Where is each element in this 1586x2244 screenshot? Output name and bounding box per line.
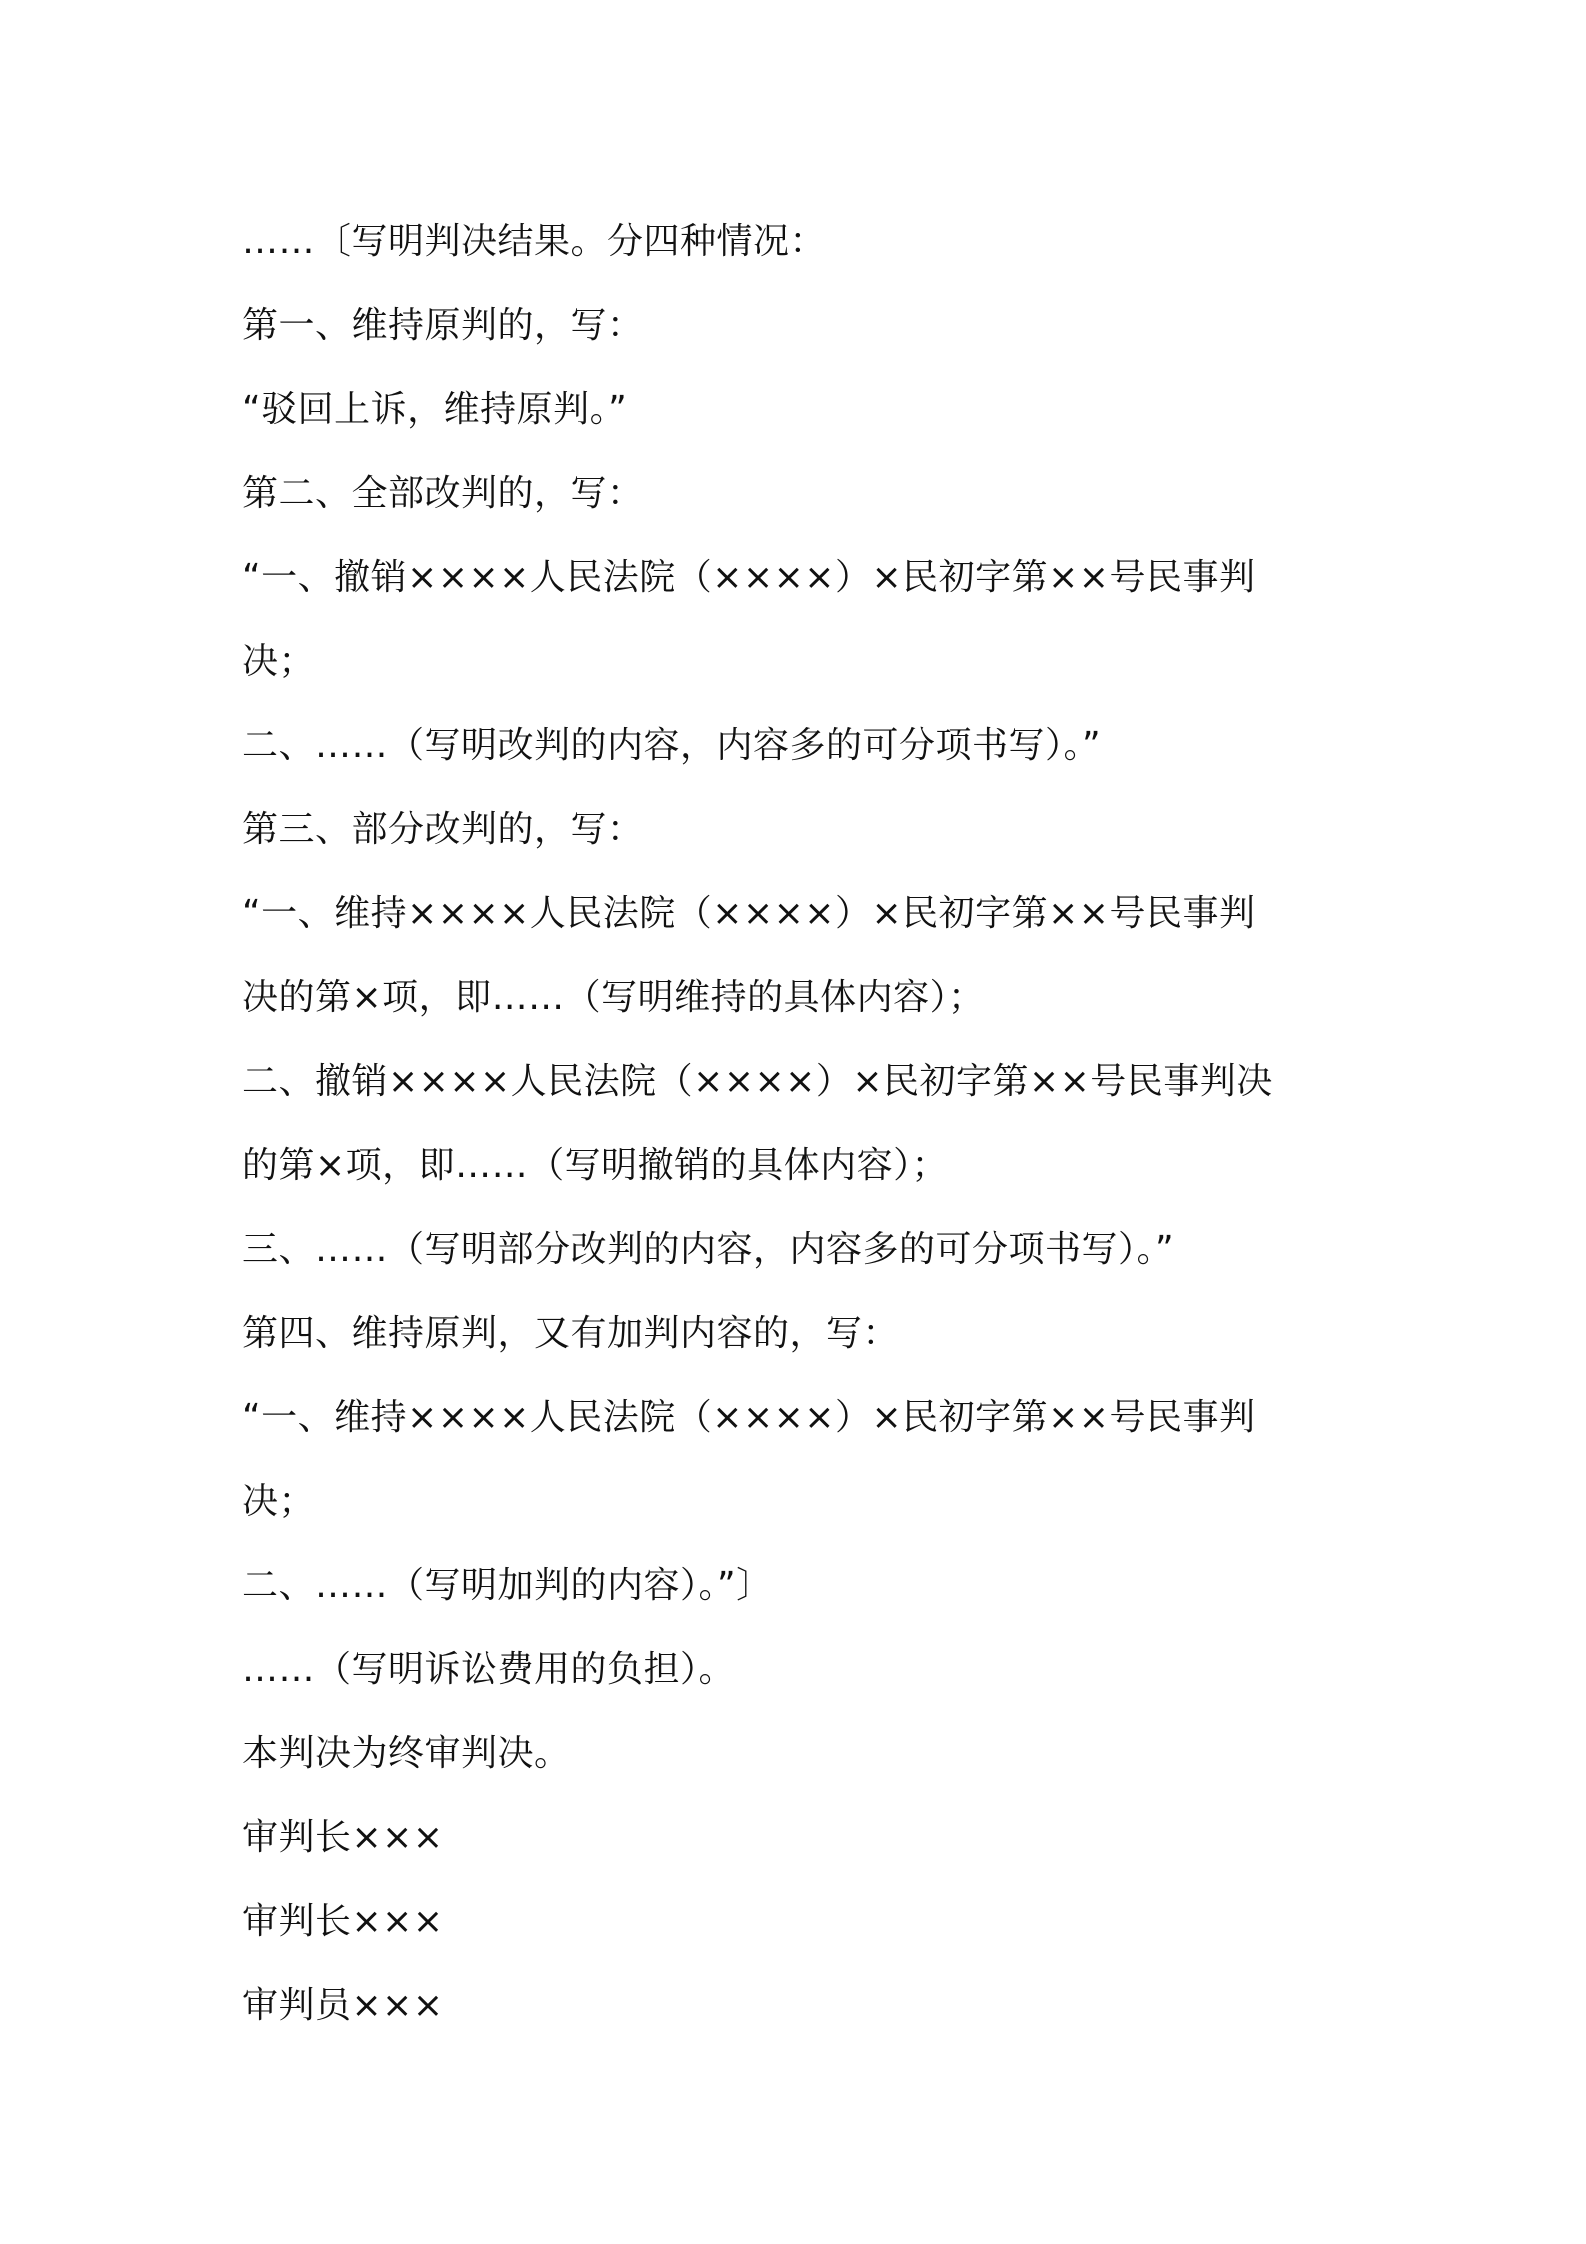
case-two-heading: 第二、全部改判的，写：: [242, 473, 644, 514]
judgment-result-intro: ……〔写明判决结果。分四种情况：: [242, 221, 827, 262]
case-two-item-two: 二、……（写明改判的内容，内容多的可分项书写）。”: [242, 725, 1102, 766]
case-four-heading: 第四、维持原判，又有加判内容的，写：: [242, 1313, 900, 1354]
case-two-item-one: “一、撤销××××人民法院（××××）×民初字第××号民事判: [242, 557, 1256, 598]
signature-judge: 审判员×××: [242, 1985, 444, 2026]
case-one-heading: 第一、维持原判的，写：: [242, 305, 644, 346]
case-three-item-one-continued: 决的第×项，即……（写明维持的具体内容）；: [242, 977, 985, 1018]
case-one-text: “驳回上诉，维持原判。”: [242, 389, 628, 430]
signature-presiding-judge-2: 审判长×××: [242, 1901, 444, 1942]
document-body: [242, 200, 1362, 2048]
case-four-item-two: 二、……（写明加判的内容）。”〕: [242, 1565, 773, 1606]
case-three-heading: 第三、部分改判的，写：: [242, 809, 644, 850]
case-three-item-two-continued: 的第×项，即……（写明撤销的具体内容）；: [242, 1145, 949, 1186]
litigation-costs-line: ……（写明诉讼费用的负担）。: [242, 1649, 736, 1690]
case-three-item-two: 二、撤销××××人民法院（××××）×民初字第××号民事判决: [242, 1061, 1273, 1102]
case-four-item-one: “一、维持××××人民法院（××××）×民初字第××号民事判: [242, 1397, 1256, 1438]
case-four-item-one-continued: 决；: [242, 1481, 316, 1522]
case-three-item-three: 三、……（写明部分改判的内容，内容多的可分项书写）。”: [242, 1229, 1175, 1270]
final-judgment-statement: 本判决为终审判决。: [242, 1733, 571, 1774]
signature-presiding-judge-1: 审判长×××: [242, 1817, 444, 1858]
case-two-item-one-continued: 决；: [242, 641, 316, 682]
case-three-item-one: “一、维持××××人民法院（××××）×民初字第××号民事判: [242, 893, 1256, 934]
